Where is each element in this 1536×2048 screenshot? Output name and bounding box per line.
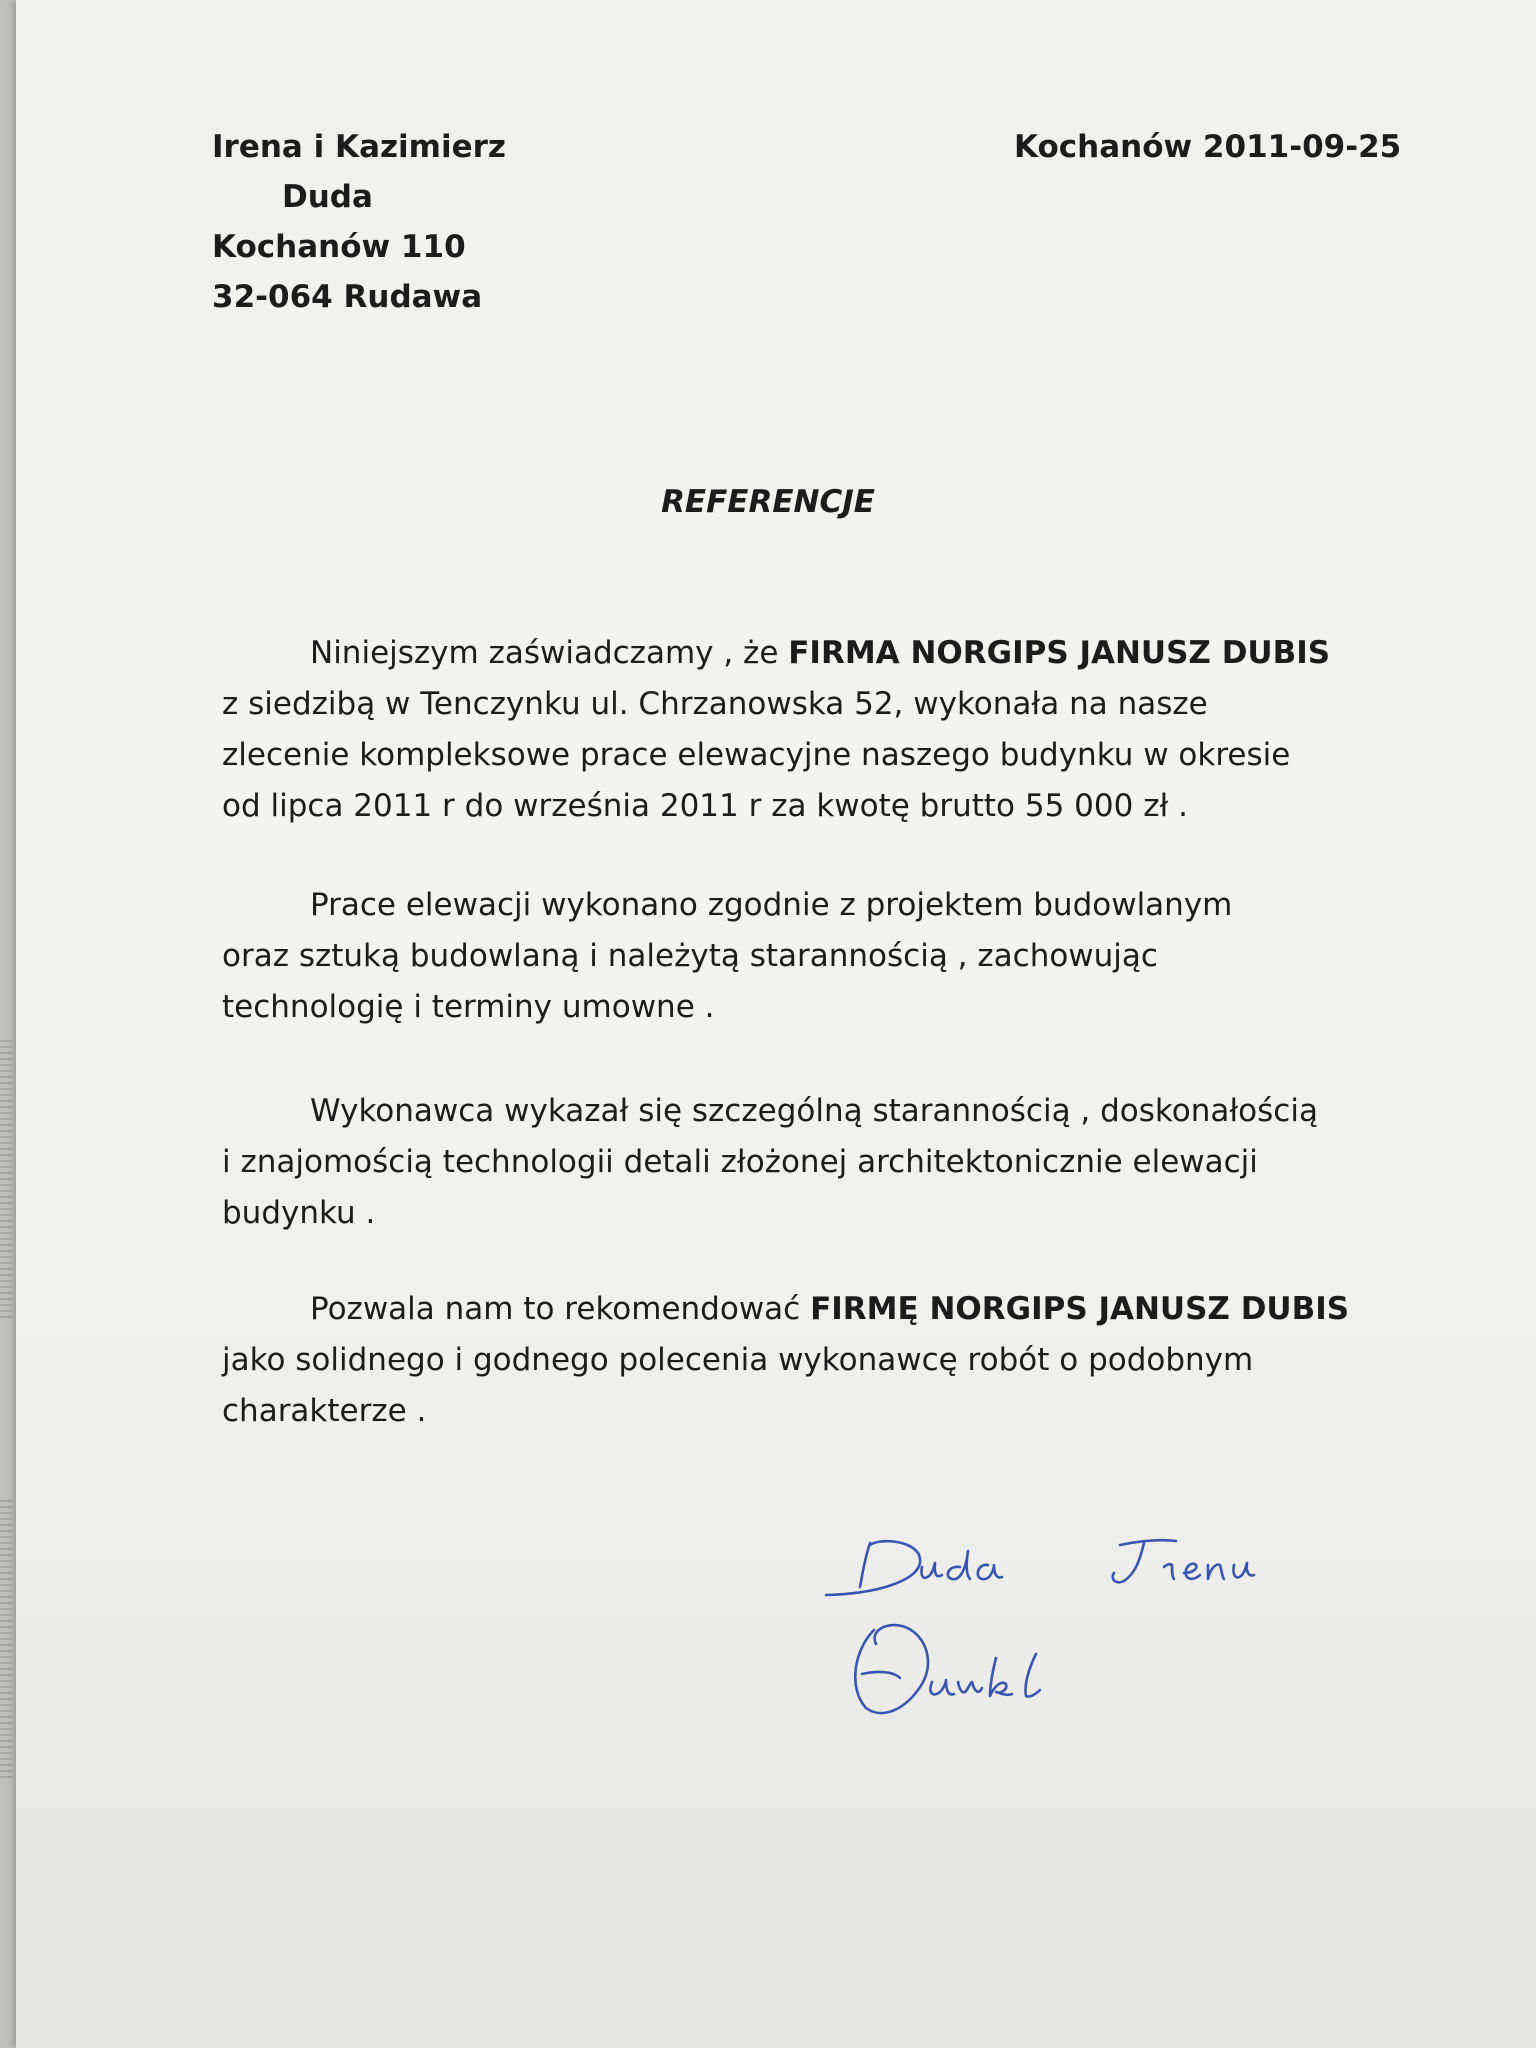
sender-postal-address: 32-064 Rudawa xyxy=(212,279,483,315)
company-name-recommended: FIRMĘ NORGIPS JANUSZ DUBIS xyxy=(810,1291,1350,1327)
paragraph-1-line-4: od lipca 2011 r do września 2011 r za kwotę brutto 55 000 zł . xyxy=(222,788,1188,824)
paragraph-3-line-2: i znajomością technologii detali złożonej architektonicznie elewacji xyxy=(222,1144,1258,1180)
place-and-date: Kochanów 2011-09-25 xyxy=(1014,129,1402,165)
paragraph-2-line-3: technologię i terminy umowne . xyxy=(222,989,715,1025)
sender-name: Irena i Kazimierz xyxy=(212,129,506,165)
paragraph-3-line-3: budynku . xyxy=(222,1195,376,1231)
paragraph-1-intro: Niniejszym zaświadczamy , że xyxy=(310,635,789,671)
paragraph-2-line-1: Prace elewacji wykonano zgodnie z projektem budowlanym xyxy=(310,887,1233,923)
paragraph-4-line-2: jako solidnego i godnego polecenia wykonawcę robót o podobnym xyxy=(222,1342,1254,1378)
binder-edge-bottom xyxy=(0,1500,12,1780)
paragraph-1-line-2: z siedzibą w Tenczynku ul. Chrzanowska 52, wykonała na nasze xyxy=(222,686,1208,722)
signature-duda-irena xyxy=(820,1515,1320,1605)
paragraph-3-line-1: Wykonawca wykazał się szczególną starannością , doskonałością xyxy=(310,1093,1318,1129)
paragraph-4-intro: Pozwala nam to rekomendować xyxy=(310,1291,811,1327)
sender-street-address: Kochanów 110 xyxy=(212,229,466,265)
document-title: REFERENCJE xyxy=(661,484,875,520)
paragraph-1-line-1 xyxy=(310,628,1330,678)
paragraph-1-line-3: zlecenie kompleksowe prace elewacyjne naszego budynku w okresie xyxy=(222,737,1291,773)
binder-edge-top xyxy=(0,1040,12,1320)
paragraph-2-line-2: oraz sztuką budowlaną i należytą starannością , zachowując xyxy=(222,938,1158,974)
paragraph-4-line-1 xyxy=(310,1284,1349,1334)
signature-duda-kazimierz xyxy=(840,1610,1140,1730)
paragraph-4-line-3: charakterze . xyxy=(222,1393,427,1429)
sender-surname: Duda xyxy=(282,179,373,215)
company-name: FIRMA NORGIPS JANUSZ DUBIS xyxy=(788,635,1331,671)
